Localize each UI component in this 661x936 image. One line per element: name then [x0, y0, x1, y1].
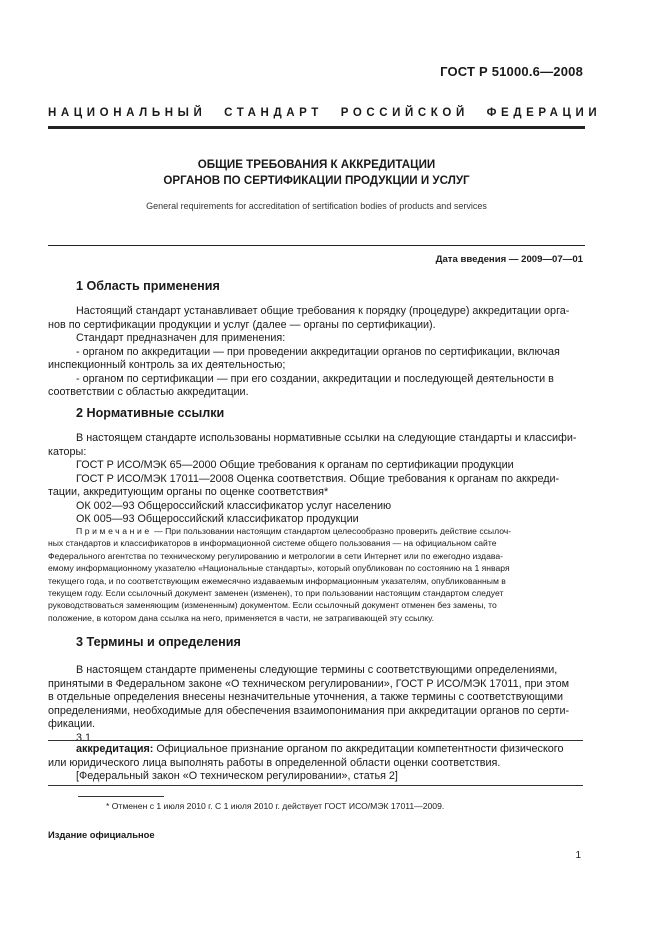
note-line3: Федерального агентства по техническому регулированию и метрологии в сети Интернет или по ежегодно издава- — [48, 550, 503, 561]
note-line1: — При пользовании настоящим стандартом целесообразно проверить действие ссылоч- — [154, 526, 512, 536]
term-definition — [48, 743, 585, 784]
header-rule — [48, 126, 585, 129]
section1-heading: 1 Область применения — [76, 279, 220, 293]
s3-p1a: В настоящем стандарте применены следующие термины с соответствующими определениями, — [76, 664, 558, 676]
s1-p3b: инспекционный контроль за их деятельностью; — [48, 359, 286, 371]
s1-p4b: соответствии с областью аккредитации. — [48, 386, 249, 398]
s2-p1a: В настоящем стандарте использованы нормативные ссылки на следующие стандарты и классифи- — [76, 432, 577, 444]
s1-p3a: - органом по аккредитации — при проведении аккредитации органов по сертификации, включая — [76, 345, 560, 358]
document-title-line1: ОБЩИЕ ТРЕБОВАНИЯ К АККРЕДИТАЦИИ — [197, 158, 436, 171]
s2-p1b: каторы: — [48, 445, 87, 458]
term-def-a: Официальное признание органом по аккредитации компетентности физического — [156, 743, 564, 755]
footnote-rule — [78, 796, 164, 797]
note-line2: ных стандартов и классификаторов в информационной системе общего пользования — на официальном сайте — [48, 538, 497, 549]
term-name: аккредитация: — [76, 743, 154, 755]
note-line8: положение, в котором дана ссылка на него, применяется в части, не затрагивающей эту ссылку. — [48, 612, 434, 623]
note-line5: текущего года, и по соответствующим ежемесячно издаваемым информационным указателям, опубликованным в — [48, 575, 506, 586]
s2-ref4: ОК 005—93 Общероссийский классификатор продукции — [76, 513, 359, 525]
footnote: * Отменен с 1 июля 2010 г. С 1 июля 2010 г. действует ГОСТ ИСО/МЭК 17011—2009. — [106, 801, 445, 811]
section1-body — [48, 305, 585, 400]
document-title-line2: ОРГАНОВ ПО СЕРТИФИКАЦИИ ПРОДУКЦИИ И УСЛУГ — [163, 174, 470, 187]
s1-p1b: нов по сертификации продукции и услуг (далее — органы по сертификации). — [48, 318, 436, 331]
s1-p4a: - органом по сертификации — при его создании, аккредитации и последующей деятельности в — [76, 372, 554, 385]
english-title: General requirements for accreditation of sertification bodies of products and services — [146, 201, 487, 211]
term-source: [Федеральный закон «О техническом регулировании», статья 2] — [76, 770, 398, 782]
s2-ref2b: тации, аккредитующим органы по оценке соответствия* — [48, 486, 329, 498]
s2-ref3: ОК 002—93 Общероссийский классификатор услуг населению — [76, 499, 392, 512]
section2-heading: 2 Нормативные ссылки — [76, 406, 225, 420]
section3-heading: 3 Термины и определения — [76, 635, 241, 649]
s2-ref2a: ГОСТ Р ИСО/МЭК 17011—2008 Оценка соответствия. Общие требования к органам по аккреди- — [76, 472, 560, 485]
page-number: 1 — [575, 850, 581, 861]
edition-label: Издание официальное — [48, 829, 155, 840]
intro-date: Дата введения — 2009—07—01 — [435, 254, 583, 265]
note-line4: емому информационному указателю «Национальные стандарты», который опубликован по состоянию на 1 января — [48, 563, 510, 574]
section2-note — [48, 525, 585, 624]
national-standard-banner: НАЦИОНАЛЬНЫЙ СТАНДАРТ РОССИЙСКОЙ ФЕДЕРАЦИИ — [48, 107, 602, 119]
note-label: Примечание — [76, 526, 152, 536]
s3-p1e: фикации. — [48, 718, 96, 730]
s3-term-number: 3.1 — [76, 731, 92, 744]
note-line6: текущем году. Если ссылочный документ заменен (изменен), то при пользовании настоящим стандартом следует — [48, 588, 504, 599]
s3-p1d: определениями, необходимые для обеспечения взаимопонимания при аккредитации органов по серти- — [48, 704, 570, 717]
note-line7: руководствоваться заменяющим (измененным) документом. Если ссылочный документ отменен без замены, то — [48, 600, 497, 611]
title-rule — [48, 245, 585, 246]
s3-p1b: принятыми в Федеральном законе «О техническом регулировании», ГОСТ Р ИСО/МЭК 17011, при этом — [48, 677, 570, 690]
term-def-b: или юридического лица выполнять работы в определенной области оценки соответствия. — [48, 756, 501, 769]
section3-body — [48, 664, 585, 745]
document-code: ГОСТ Р 51000.6—2008 — [440, 64, 583, 79]
s1-p1a: Настоящий стандарт устанавливает общие требования к порядку (процедуре) аккредитации орга- — [76, 305, 570, 317]
section2-body — [48, 432, 585, 527]
s1-p2: Стандарт предназначен для применения: — [76, 332, 286, 344]
s3-p1c: в отдельные определения внесены незначительные уточнения, а также термины с соответствующими — [48, 691, 564, 703]
s2-ref1: ГОСТ Р ИСО/МЭК 65—2000 Общие требования к органам по сертификации продукции — [76, 459, 514, 471]
